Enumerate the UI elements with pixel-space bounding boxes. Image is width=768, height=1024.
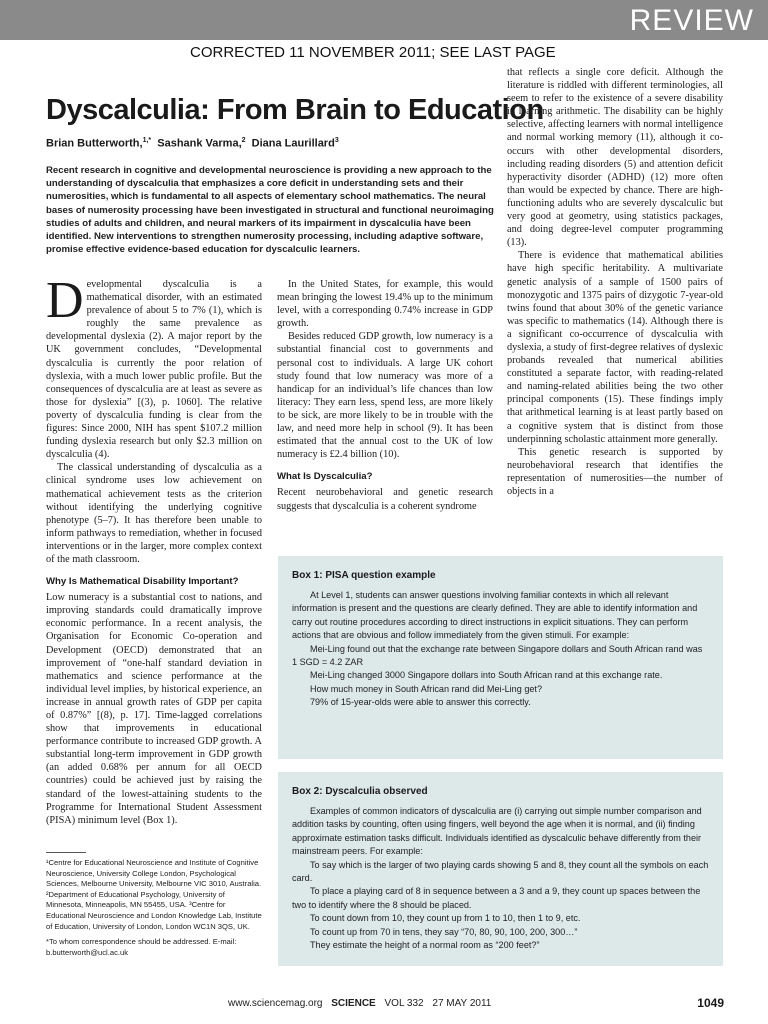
body-paragraph: In the United States, for example, this would mean bringing the lowest 19.4% up to the minimum level, with a corresponding 0.74% increase in GDP growth. <box>277 279 493 330</box>
affiliations-note: ¹Centre for Educational Neuroscience and Institute of Cognitive Neuroscience, University College London, Psychological Sciences, Melbourne University, Melbourne VIC 3010, Australia. ²Department of Educational Psychology, University of Minnesota, Minneapolis, MN 55455, USA. ³Centre for Educational Neuroscience and London Knowledge Lab, Institute of Education, University of London, London WC1N 3QS, UK. <box>46 858 262 931</box>
journal-date: 27 MAY 2011 <box>432 998 492 1009</box>
section-heading: Why Is Mathematical Disability Important? <box>46 576 239 588</box>
body-paragraph: that reflects a single core deficit. Although the literature is riddled with different terminologies, all seem to refer to the existence of a severe disability in learning arithmetic. The disability can be highly selective, affecting learners with normal intelligence and normal working memory (11), although it co-occurs with other developmental disorders, including reading disorders (5) and attention deficit hyperactivity disorder (ADHD) (12) more often than would be expected by chance. There are high-functioning adults who are severely dyscalculic but very good at geometry, using statistics packages, and doing degree-level computer programming (13). <box>507 67 723 249</box>
box-body <box>278 797 723 952</box>
author-name: Diana Laurillard <box>251 137 335 150</box>
box-line: Examples of common indicators of dyscalculia are (i) carrying out simple number comparison and addition tasks by counting, often using fingers, well beyond the age when it is normal, and (ii) finding approximate estimation tasks difficult. Individuals identified as dyscalculic behave differently from their mainstream peers. For example: <box>292 806 702 857</box>
section-banner <box>0 0 768 40</box>
body-column-2 <box>277 278 493 513</box>
box-line: Mei-Ling changed 3000 Singapore dollars into South African rand at this exchange rate. <box>310 670 663 681</box>
box-line: To place a playing card of 8 in sequence between a 3 and a 9, they count up spaces between the two to identify where the 8 should be placed. <box>292 886 701 910</box>
box-line: How much money in South African rand did Mei-Ling get? <box>310 683 543 694</box>
footnotes <box>46 858 264 963</box>
article-title: Dyscalculia: From Brain to Education <box>46 94 544 126</box>
section-label: REVIEW <box>629 4 754 37</box>
body-paragraph: There is evidence that mathematical abilities have high specific heritability. A multivariate genetic analysis of a sample of 1500 pairs of monozygotic and 1375 pairs of dizygotic 7-year-old twins found that about 30% of the genetic variance was specific to mathematics (14). Although there is a significant co-occurrence of dyscalculia with dyslexia, a study of first-degree relatives of dyslexic probands revealed that numerical abilities constituted a separate factor, with reading-related and naming-related abilities being the two other principal components (15). These findings imply that arithmetical learning is at least partly based on a cognitive system that is distinct from those underpinning scholastic attainment more generally. <box>507 250 723 445</box>
section-heading: What Is Dyscalculia? <box>277 471 373 483</box>
abstract: Recent research in cognitive and developmental neuroscience is providing a new approach to the understanding of dyscalculia that emphasizes a core deficit in understanding sets and their numerosities, which is fundamental to all aspects of elementary school mathematics. The neural bases of numerosity processing have been investigated in structural and functional neuroimaging studies of adults and children, and neural markers of its impairment in dyscalculia have been identified. New interventions to strengthen numerosity processing, including adaptive software, promise effective evidence-based education for dyscalculic learners. <box>46 165 494 256</box>
author-list <box>46 137 339 150</box>
correspondence-note: *To whom correspondence should be addressed. E-mail: b.butterworth@ucl.ac.uk <box>46 937 237 957</box>
body-paragraph: Besides reduced GDP growth, low numeracy is a substantial financial cost to governments and personal cost to individuals. A large UK cohort study found that low numeracy was more of a handicap for an individual’s life chances than low literacy: They earn less, spend less, are more likely to be sick, are more likely to be in trouble with the law, and need more help in school (9). It has been estimated that the annual cost to the UK of low numeracy is £2.4 billion (10). <box>277 331 493 461</box>
author-name: Brian Butterworth, <box>46 137 143 150</box>
body-paragraph <box>46 272 262 461</box>
box-line: 79% of 15-year-olds were able to answer this correctly. <box>310 697 531 708</box>
body-column-3 <box>507 66 723 498</box>
box-line: To say which is the larger of two playing cards showing 5 and 8, they count all the symbols on each card. <box>292 859 709 884</box>
box-line: They estimate the height of a normal room as “200 feet?” <box>310 940 540 951</box>
box-title: Box 2: Dyscalculia observed <box>292 786 428 797</box>
body-paragraph: The classical understanding of dyscalculia as a clinical syndrome uses low achievement on mathematical achievement tests as the criterion without identifying the underlying cognitive phenotype (5–7). It has therefore been unable to inform pathways to remediation, whether in focused interventions or in the larger, more complex context of the math classroom. <box>46 462 262 565</box>
author-name: Sashank Varma, <box>157 137 242 150</box>
box-line: To count up from 70 in tens, they say “70, 80, 90, 100, 200, 300…” <box>310 926 578 937</box>
box-title: Box 1: PISA question example <box>292 570 436 581</box>
box-line: At Level 1, students can answer questions involving familiar contexts in which all relevant information is present and the questions are clearly defined. They are able to identify information and carry out routine procedures according to direct instructions in explicit situations. They can perform actions that are obvious and follow immediately from the given stimuli. For example: <box>292 590 698 641</box>
paragraph-text: evelopmental dyscalculia is a mathematical disorder, with an estimated prevalence of about 5 to 7% (1), which is roughly the same prevalence as developmental dyslexia (2). A major report by the UK government concludes, “Developmental dyscalculia is currently the poor relation of dyslexia, with a much lower public profile. But the consequences of dyscalculia are at least as severe as those for dyslexia” [(3), p. 1060]. The relative poverty of dyscalculia funding is clear from the figures: Since 2000, NIH has spent $107.2 million funding dyslexia research but only $2.3 million on dyscalculia (4). <box>46 279 262 461</box>
journal-volume: VOL 332 <box>384 998 424 1009</box>
box-pisa-example <box>278 556 723 759</box>
correction-notice: CORRECTED 11 NOVEMBER 2011; SEE LAST PAGE <box>190 44 556 61</box>
box-line: Mei-Ling found out that the exchange rate between Singapore dollars and South African rand was 1 SGD = 4.2 ZAR <box>292 643 703 668</box>
author-affiliation-mark: 1,* <box>142 137 152 144</box>
author-affiliation-mark: 2 <box>241 137 246 144</box>
body-column-1 <box>46 272 262 827</box>
box-dyscalculia-observed <box>278 772 723 966</box>
box-body <box>278 581 723 710</box>
body-paragraph: Recent neurobehavioral and genetic research suggests that dyscalculia is a coherent syndrome <box>277 487 493 512</box>
page-footer <box>228 998 491 1009</box>
footnote-rule <box>46 852 86 853</box>
drop-cap: D <box>46 272 84 329</box>
page-number: 1049 <box>697 996 724 1010</box>
body-paragraph: Low numeracy is a substantial cost to nations, and improving standards could dramatically improve economic performance. In a recent analysis, the Organisation for Economic Co-operation and Development (OECD) demonstrated that an improvement of “one-half standard deviation in mathematics and science performance at the individual level implies, by historical experience, an increase in annual growth rates of GDP per capita of 0.87%” [(8), p. 17]. Time-lagged correlations show that improvements in educational performance contribute to increased GDP growth. A substantial long-term improvement in GDP growth (an added 0.68% per annum for all OECD countries) could be achieved just by raising the standard of the lowest-attaining students to the Programme for International Student Assessment (PISA) minimum level (Box 1). <box>46 592 262 826</box>
box-line: To count down from 10, they count up from 1 to 10, then 1 to 9, etc. <box>310 913 581 924</box>
journal-url: www.sciencemag.org <box>228 998 323 1009</box>
journal-name: SCIENCE <box>331 998 376 1009</box>
body-paragraph: This genetic research is supported by neurobehavioral research that identifies the representation of numerosities—the number of objects in a <box>507 446 723 497</box>
author-affiliation-mark: 3 <box>334 137 339 144</box>
